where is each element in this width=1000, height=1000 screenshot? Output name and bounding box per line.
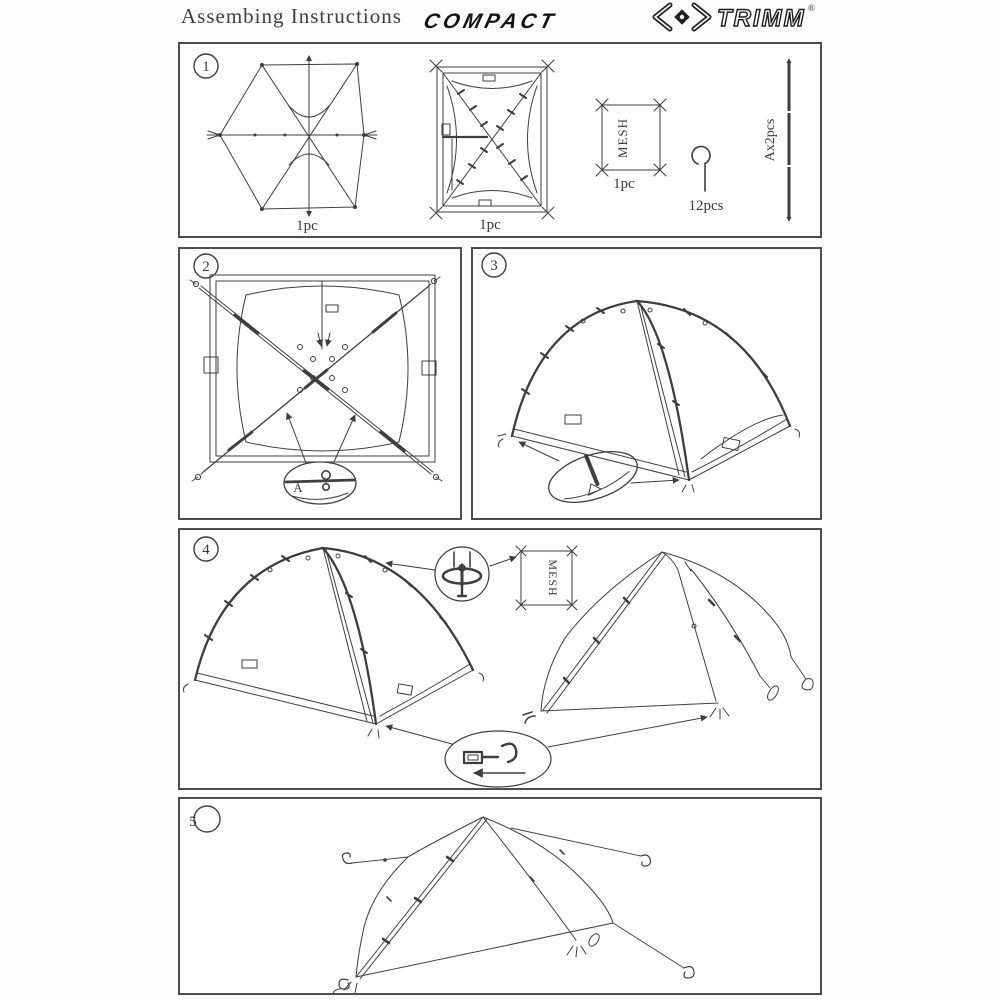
pole-clip-detail [284, 413, 356, 504]
crossed-poles-on-floor-diagram [190, 275, 442, 481]
assembled-inner-tent-diagram [498, 301, 800, 492]
page-title: Assembing Instructions [181, 4, 402, 28]
flysheet-diagram [207, 55, 377, 217]
brand-logo [645, 1, 823, 33]
pole-icon [786, 58, 792, 222]
brand-diamond-icon [655, 5, 709, 29]
guyed-tent-diagram [333, 817, 694, 993]
step5-panel [178, 797, 822, 995]
peg-detail [519, 442, 679, 512]
mesh-label: MESH [546, 559, 560, 597]
peg-qty: 12pcs [688, 198, 724, 214]
inner-tent-floor-diagram [430, 60, 554, 219]
svg-text:4: 4 [202, 542, 210, 558]
step1-panel [178, 42, 822, 238]
brand-name: TRIMM [717, 5, 806, 32]
mesh-qty: 1pc [613, 176, 635, 192]
mesh-label: MESH [615, 117, 630, 159]
peg-hook-icon [692, 147, 710, 191]
clip-detail [386, 547, 516, 601]
pole-qty: Ax2pcs [763, 118, 778, 162]
svg-text:1: 1 [202, 59, 210, 75]
flysheet-tent-diagram [523, 552, 813, 723]
clip-detail-label: A [293, 480, 303, 495]
mesh-panel-diagram [516, 546, 577, 610]
step3-number-badge [482, 253, 506, 277]
buckle-detail [386, 717, 707, 787]
product-logo: COMPACT [421, 10, 560, 33]
step4-panel [178, 528, 822, 790]
step4-number-badge [194, 537, 218, 561]
inner-tent-qty: 1pc [479, 217, 501, 233]
flysheet-qty: 1pc [296, 218, 318, 234]
svg-text:3: 3 [490, 258, 498, 274]
registered-mark: ® [808, 3, 815, 13]
mesh-panel-diagram [596, 99, 666, 176]
step5-number-badge [189, 806, 220, 832]
svg-text:5: 5 [189, 814, 197, 830]
step3-panel [471, 247, 822, 520]
step1-number-badge [194, 54, 218, 78]
inner-tent-with-mesh-diagram [184, 548, 484, 738]
step2-number-badge [194, 254, 218, 278]
step2-panel [178, 247, 462, 520]
svg-text:2: 2 [202, 259, 210, 275]
